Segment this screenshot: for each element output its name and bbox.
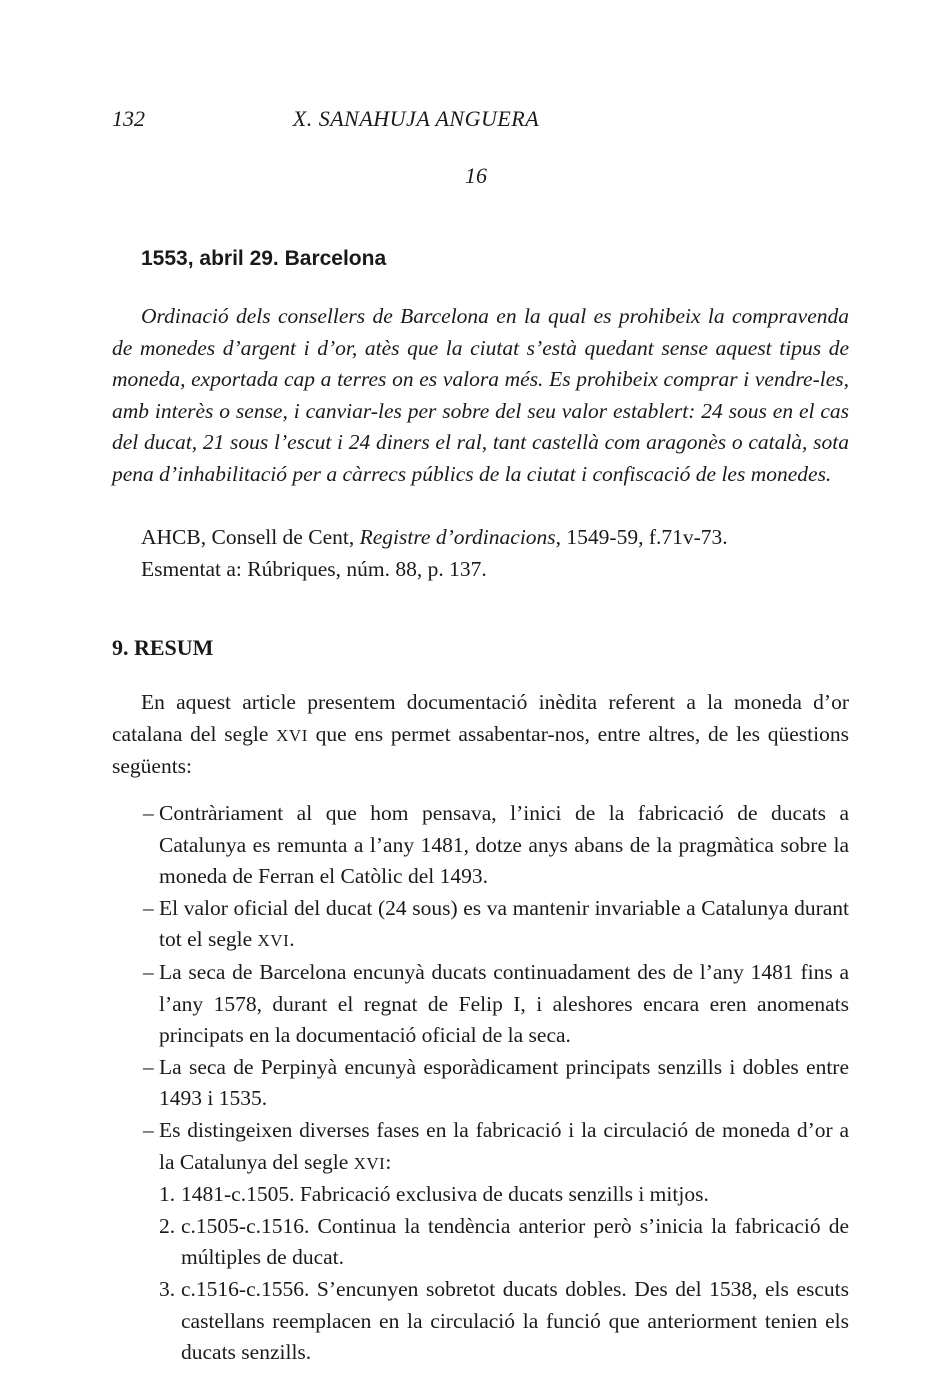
phase-item xyxy=(112,1211,849,1274)
summary-intro xyxy=(112,687,849,783)
section-heading: 9. RESUM xyxy=(112,635,214,660)
list-item xyxy=(112,1052,849,1115)
source-register-title: Registre d’ordinacions xyxy=(359,525,556,549)
list-dash: – xyxy=(143,801,154,825)
list-dash: – xyxy=(143,959,154,984)
document-sources xyxy=(141,522,849,585)
list-item xyxy=(112,957,849,1052)
intro-text-end: que ens permet assabentar-nos, entre altres, de les qüestions següents: xyxy=(112,721,849,779)
page-number: 132 xyxy=(112,106,145,131)
list-item xyxy=(112,798,849,893)
list-item-text: Es distingeixen diverses fases en la fabricació i la circulació de moneda d’or a la Catalunya del segle xyxy=(159,1117,849,1174)
intro-century: XVI xyxy=(276,725,308,745)
list-item-century: XVI xyxy=(257,931,290,951)
list-item-century: XVI xyxy=(353,1153,386,1173)
list-item-text: Contràriament al que hom pensava, l’inici de la fabricació de ducats a Catalunya es remunta a l’any 1481, dotze anys abans de la pragmàtica sobre la moneda de Ferran el Catòlic del 1493. xyxy=(159,801,849,889)
phase-item xyxy=(112,1274,849,1369)
running-author: X. SANAHUJA ANGUERA xyxy=(292,106,540,131)
phase-number: 3. xyxy=(159,1276,176,1301)
summary-list xyxy=(112,798,849,1369)
list-dash: – xyxy=(143,1054,154,1079)
list-dash: – xyxy=(143,1117,154,1142)
phase-item xyxy=(112,1179,849,1211)
source-archive-suffix: , 1549-59, f.71v-73. xyxy=(555,525,728,549)
phase-text: c.1505-c.1516. Continua la tendència anterior però s’inicia la fabricació de múltiples de ducat. xyxy=(181,1213,849,1270)
document-abstract: Ordinació dels consellers de Barcelona en la qual es prohibeix la compravenda de monedes d’argent i d’or, atès que la ciutat s’està quedant sense aquest tipus de moneda, exportada cap a terres on es valora més. Es prohibeix comprar i vendre-les, amb interès o sense, i canviar-les per sobre del seu valor establert: 24 sous en el cas del ducat, 21 sous l’escut i 24 diners el ral, tant castellà com aragonès o català, sota pena d’inhabilitació per a càrrecs públics de la ciutat i confiscació de les monedes. xyxy=(112,304,849,486)
source-line-mentioned: Esmentat a: Rúbriques, núm. 88, p. 137. xyxy=(141,556,487,581)
phase-text: 1481-c.1505. Fabricació exclusiva de ducats senzills i mitjos. xyxy=(181,1182,709,1207)
intro-text-start: En aquest article presentem documentació inèdita referent a la moneda d’or catalana del segle xyxy=(112,690,849,746)
list-item-text: La seca de Perpinyà encunyà esporàdicament principats senzills i dobles entre 1493 i 1535. xyxy=(159,1054,849,1111)
running-header xyxy=(112,106,852,140)
list-item xyxy=(112,893,849,957)
phase-text: c.1516-c.1556. S’encunyen sobretot ducats dobles. Des del 1538, els escuts castellans reemplacen en la circulació la funció que anteriorment tenien els ducats senzills. xyxy=(181,1276,849,1365)
phase-number: 1. xyxy=(159,1182,176,1207)
document-number: 16 xyxy=(465,163,487,188)
list-item-text-end: : xyxy=(385,1149,392,1174)
list-item-text: La seca de Barcelona encunyà ducats continuadament des de l’any 1481 fins a l’any 1578, durant el regnat de Felip I, i aleshores encara eren anomenats principats en la documentació oficial de la seca. xyxy=(159,959,849,1048)
list-item-text: El valor oficial del ducat (24 sous) es va mantenir invariable a Catalunya durant tot el segle xyxy=(159,895,849,952)
list-item xyxy=(112,1115,849,1179)
phase-number: 2. xyxy=(159,1213,176,1238)
source-archive-prefix: AHCB, Consell de Cent, xyxy=(141,525,360,549)
source-line-archive xyxy=(141,522,849,554)
list-item-text-end: . xyxy=(289,927,295,952)
list-dash: – xyxy=(143,895,154,920)
document-date-place: 1553, abril 29. Barcelona xyxy=(141,247,387,270)
